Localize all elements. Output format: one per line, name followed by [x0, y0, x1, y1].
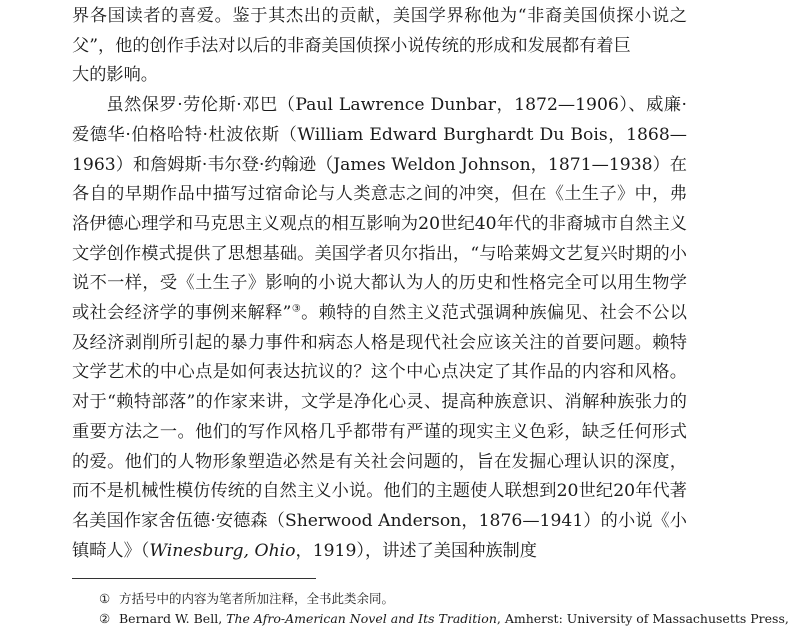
footnote-text: , Amherst: University of Massachusetts Press, — [496, 611, 789, 626]
text-run: 虽然保罗·劳伦斯·邓巴（Paul Lawrence Dunbar，1872—1906）、威廉·爱德华·伯格哈特·杜波依斯（William Edward Burghardt Du Bois，1868—1963）和詹姆斯·韦尔登·约翰逊（James Weldon Johnson，1871—1938）在各自的早期作品中描写过宿命论与人类意志之间的冲突，但在《土生子》中，弗洛伊德心理学和马克思主义观点的相互影响为20世纪40年代的非裔城市自然主义文学创作模式提供了思想基础。美国学者贝尔指出，“与哈莱姆文艺复兴时期的小说不一样，受《土生子》影响的小说大都认为人的历史和性格完全可以用生物学或社会经济学的事例来解释” — [72, 95, 687, 324]
paragraph-main — [72, 91, 687, 566]
footnote-mark: ② — [99, 611, 111, 626]
book-title-italic: Winesburg, Ohio — [149, 540, 296, 561]
footnote-text: 方括号中的内容为笔者所加注释，全书此类余同。 — [119, 591, 395, 606]
footnote-book-title: The Afro-American Novel and Its Tradition — [226, 611, 497, 626]
footnote-1 — [99, 589, 699, 609]
paragraph-continuation — [72, 2, 687, 91]
text-line: 界各国读者的喜爱。鉴于其杰出的贡献，美国学界称他为“非裔美国侦探小说 — [72, 6, 670, 26]
text-run: ，1919），讲述了美国种族制度 — [295, 540, 537, 561]
footnote-text: Bernard W. Bell, — [119, 611, 227, 626]
text-line: 大的影响。 — [72, 65, 158, 86]
footnotes — [99, 589, 789, 629]
body-text — [72, 2, 687, 566]
footnote-reference[interactable]: ③ — [291, 303, 302, 315]
text-run: 。赖特的自然主义范式强调种族偏见、社会不公以及经济剥削所引起的暴力事件和病态人格是现代社会应该关注的首要问题。赖特文学艺术的中心点是如何表达抗议的？这个中心点决定了其作品的内容和风格。对于“赖特部落”的作家来讲，文学是净化心灵、提高种族意识、消解种族张力的重要方法之一。他们的写作风格几乎都带有严谨的现实主义色彩，缺乏任何形式的爱。他们的人物形象塑造必然是有关社会问题的，旨在发掘心理认识的深度，而不是机械性模仿传统的自然主义小说。他们的主题使人联想到20世纪20年代著名美国作家舍伍德·安德森（Sherwood Anderson，1876—1941）的小说《小镇畸人》（ — [72, 303, 687, 561]
footnote-2 — [99, 609, 789, 629]
footnote-mark: ① — [99, 591, 111, 606]
footnote-divider — [72, 578, 316, 579]
text-line: 之父”，他的创作手法对以后的非裔美国侦探小说传统的形成和发展都有着巨 — [72, 6, 687, 56]
